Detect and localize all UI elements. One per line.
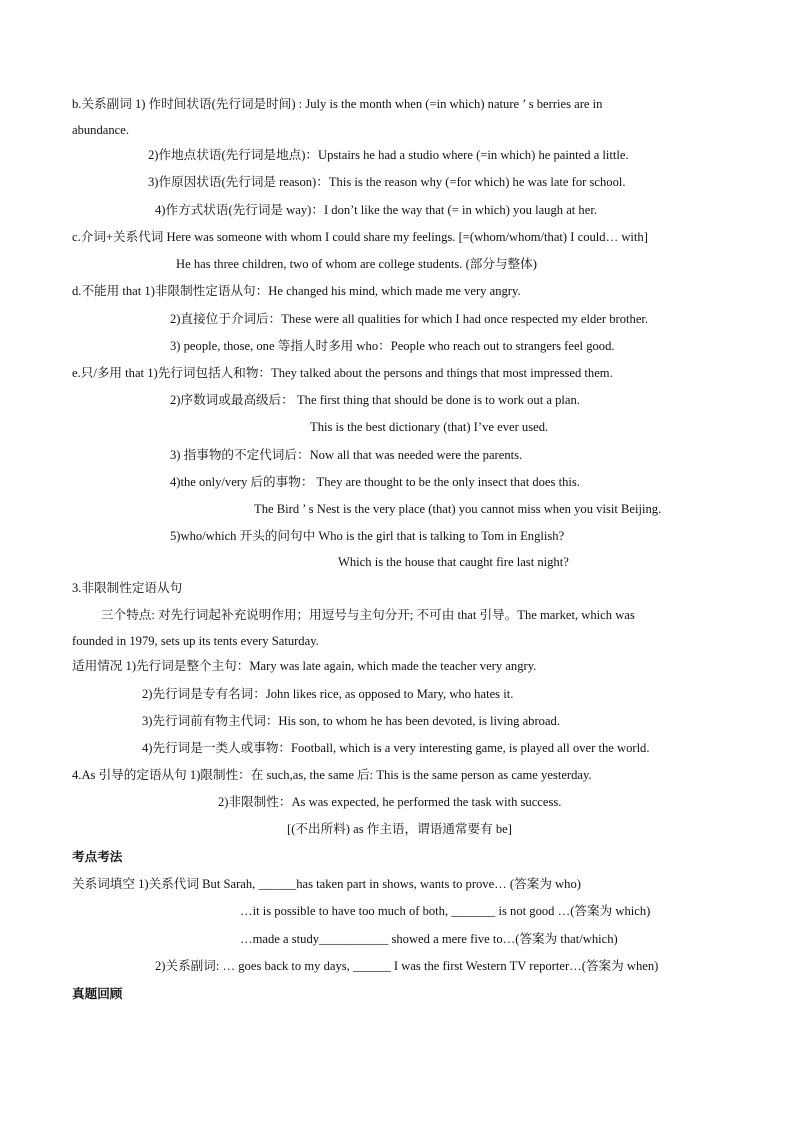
text-line: …made a study___________ showed a mere five to…(答案为 that/which) (240, 932, 618, 946)
section-heading-as-clause: 4.As 引导的定语从句 1)限制性：在 such,as, the same 后: This is the same person as came yesterday. (72, 768, 592, 782)
past-exam-review-heading: 真题回顾 (72, 987, 123, 1001)
text-line: 4)先行词是一类人或事物：Football, which is a very interesting game, is played all over the world. (142, 741, 650, 755)
text-line: 2)先行词是专有名词：John likes rice, as opposed to Mary, who hates it. (142, 687, 514, 701)
relative-adverb-heading-line: b.关系副词 1) 作时间状语(先行词是时间) : July is the month when (=in which) nature ’ s berries are in (72, 97, 603, 111)
text-line: The Bird ’ s Nest is the very place (that) you cannot miss when you visit Beijing. (254, 502, 662, 516)
text-line: 2)非限制性：As was expected, he performed the task with success. (218, 795, 562, 809)
exam-points-heading: 考点考法 (72, 850, 123, 864)
text-line: 4)作方式状语(先行词是 way)：I don’t like the way that (= in which) you laugh at her. (155, 203, 597, 217)
text-line: 3) 指事物的不定代词后：Now all that was needed were the parents. (170, 448, 523, 462)
text-line: 5)who/which 开头的问句中 Who is the girl that is talking to Tom in English? (170, 529, 565, 543)
text-line: 3)作原因状语(先行词是 reason)：This is the reason why (=for which) he was late for school. (148, 175, 626, 189)
text-line: 4)the only/very 后的事物： They are thought to be the only insect that does this. (170, 475, 580, 489)
text-line: 2)作地点状语(先行词是地点)：Upstairs he had a studio where (=in which) he painted a little. (148, 148, 629, 162)
fill-in-relative-word-line: 关系词填空 1)关系代词 But Sarah, ______has taken part in shows, wants to prove… (答案为 who) (72, 877, 581, 891)
text-line: This is the best dictionary (that) I’ve ever used. (310, 420, 549, 434)
text-line: 2)关系副词: … goes back to my days, ______ I was the first Western TV reporter…(答案为 when) (155, 959, 659, 973)
text-line: Which is the house that caught fire last night? (338, 555, 569, 569)
text-line: 2)直接位于介词后：These were all qualities for which I had once respected my elder brother. (170, 312, 649, 326)
applicable-cases-line: 适用情况 1)先行词是整个主句：Mary was late again, which made the teacher very angry. (72, 659, 537, 673)
text-line: 3)先行词前有物主代词：His son, to whom he has been devoted, is living abroad. (142, 714, 560, 728)
cannot-use-that-line: d.不能用 that 1)非限制性定语从句：He changed his mind, which made me very angry. (72, 284, 521, 298)
only-use-that-line: e.只/多用 that 1)先行词包括人和物：They talked about the persons and things that most impressed them. (72, 366, 613, 380)
section-heading-nonrestrictive: 3.非限制性定语从句 (72, 581, 183, 595)
text-line: …it is possible to have too much of both, _______ is not good …(答案为 which) (240, 904, 651, 918)
text-line: He has three children, two of whom are college students. (部分与整体) (176, 257, 537, 271)
text-line: founded in 1979, sets up its tents every Saturday. (72, 634, 319, 648)
prep-relative-pronoun-line: c.介词+关系代词 Here was someone with whom I could share my feelings. [=(whom/whom/that) I could… with] (72, 230, 648, 244)
text-line: abundance. (72, 123, 129, 137)
text-line: 3) people, those, one 等指人时多用 who：People who reach out to strangers feel good. (170, 339, 615, 353)
text-line: 2)序数词或最高级后： The first thing that should be done is to work out a plan. (170, 393, 580, 407)
text-line: [(不出所料) as 作主语，谓语通常要有 be] (287, 822, 512, 836)
text-line: 三个特点: 对先行词起补充说明作用；用逗号与主句分开; 不可由 that 引导。The market, which was (101, 608, 635, 622)
